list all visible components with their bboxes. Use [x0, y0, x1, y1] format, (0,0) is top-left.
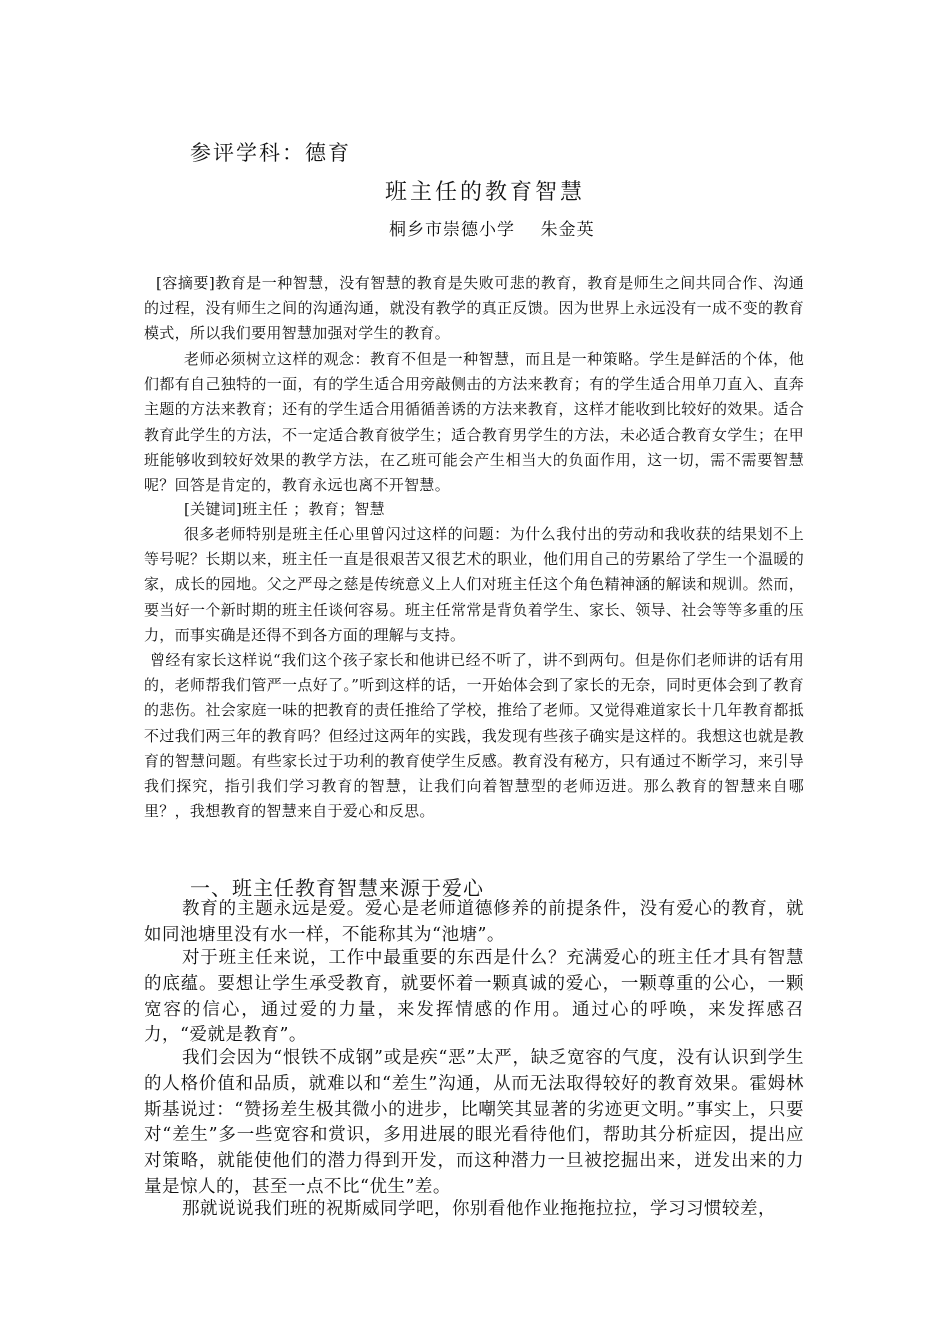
- section-heading: 一、班主任教育智慧来源于爱心: [190, 876, 484, 900]
- body-paragraph: 那就说说我们班的祝斯威同学吧，你别看他作业拖拖拉拉，学习习惯较差，: [182, 1199, 776, 1219]
- keywords-line: [关键词]班主任 ；教育；智慧: [184, 500, 385, 518]
- body-paragraph: 曾经有家长这样说“我们这个孩子家长和他讲已经不听了，讲不到两句。但是你们老师讲的话有用的，老师帮我们管严一点好了。”听到这样的话，一开始体会到了家长的无奈，同时更体会到了教育的悲伤。社会家庭一味的把教育的责任推给了学校，推给了老师。又觉得难道家长十几年教育都抵不过我们两三年的教育吗？但经过这两年的实践，我发现有些孩子确实是这样的。我想这也就是教育的智慧问题。有些家长过于功利的教育使学生反感。教育没有秘方，只有通过不断学习，来引导我们探究，指引我们学习教育的智慧，让我们向着智慧型的老师迈进。那么教育的智慧来自哪里？，我想教育的智慧来自于爱心和反思。: [144, 651, 804, 821]
- body-paragraph: 我们会因为“恨铁不成钢”或是疾“恶”太严，缺乏宽容的气度，没有认识到学生的人格价值和品质，就难以和“差生”沟通，从而无法取得较好的教育效果。霍姆林斯基说过：“赞扬差生极其微小的进步，比嘲笑其显著的劣迹更文明。”事实上，只要对“差生”多一些宽容和赏识，多用进展的眼光看待他们，帮助其分析症因，提出应对策略，就能使他们的潜力得到开发，而这种潜力一旦被挖掘出来，迸发出来的力量是惊人的，甚至一点不比“优生”差。: [144, 1048, 804, 1197]
- body-paragraph: 老师必须树立这样的观念：教育不但是一种智慧，而且是一种策略。学生是鲜活的个体，他们都有自己独特的一面，有的学生适合用旁敲侧击的方法来教育；有的学生适合用单刀直入、直奔主题的方法来教育；还有的学生适合用循循善诱的方法来教育，这样才能收到比较好的效果。适合教育此学生的方法，不一定适合教育彼学生；适合教育男学生的方法，未必适合教育女学生；在甲班能够收到较好效果的教学方法，在乙班可能会产生相当大的负面作用，这一切，需不需要智慧呢？回答是肯定的，教育永远也离不开智慧。: [144, 350, 804, 495]
- body-paragraph: 对于班主任来说，工作中最重要的东西是什么？充满爱心的班主任才具有智慧的底蕴。要想让学生承受教育，就要怀着一颗真诚的爱心，一颗尊重的公心，一颗宽容的信心，通过爱的力量，来发挥情感的作用。通过心的呼唤，来发挥感召力，“爱就是教育”。: [144, 948, 804, 1046]
- author-line: 桐乡市崇德小学 朱金英: [389, 220, 595, 240]
- body-paragraph: 很多老师特别是班主任心里曾闪过这样的问题：为什么我付出的劳动和我收获的结果划不上等号呢？长期以来，班主任一直是很艰苦又很艺术的职业，他们用自己的劳累给了学生一个温暖的家，成长的园地。父之严母之慈是传统意义上人们对班主任这个角色精神涵的解读和规训。然而，要当好一个新时期的班主任谈何容易。班主任常常是背负着学生、家长、领导、社会等等多重的压力，而事实确是还得不到各方面的理解与支持。: [144, 525, 804, 644]
- document-title: 班主任的教育智慧: [384, 180, 585, 205]
- body-paragraph: 教育的主题永远是爱。爱心是老师道德修养的前提条件，没有爱心的教育，就如同池塘里没有水一样，不能称其为“池塘”。: [144, 899, 804, 945]
- abstract-paragraph: [容摘要]教育是一种智慧，没有智慧的教育是失败可悲的教育，教育是师生之间共同合作、沟通的过程，没有师生之间的沟通沟通，就没有教学的真正反馈。因为世界上永远没有一成不变的教育模式，所以我们要用智慧加强对学生的教育。: [144, 274, 804, 343]
- subject-label: 参评学科：德育: [190, 141, 351, 165]
